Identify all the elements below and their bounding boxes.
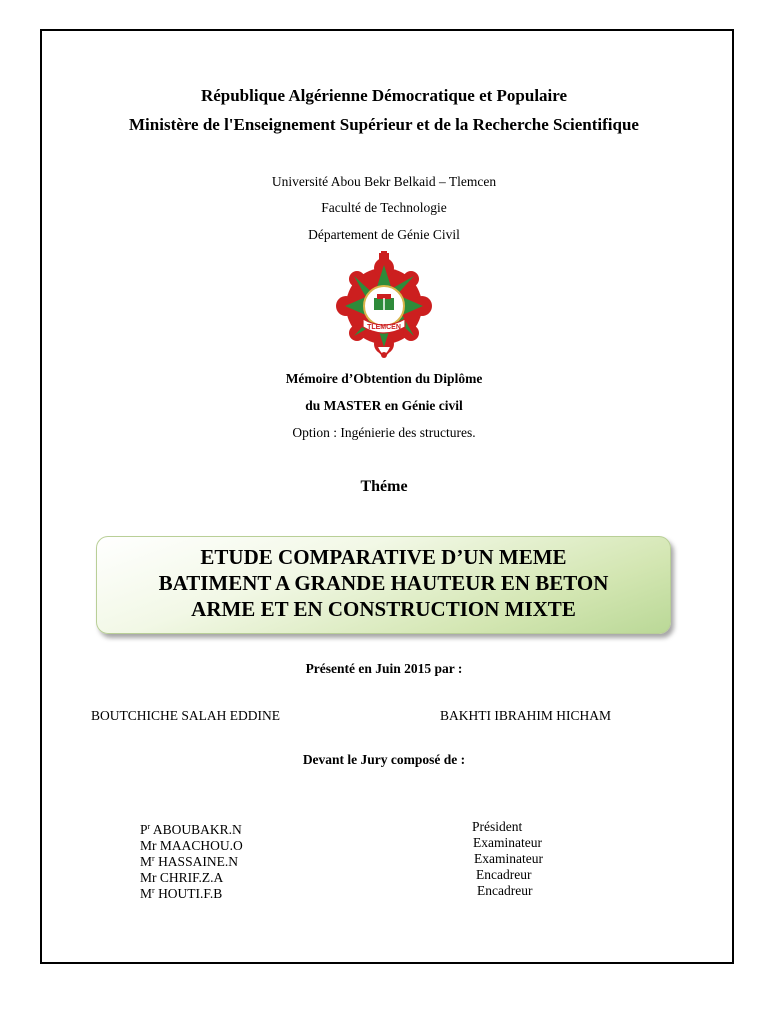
university-emblem-icon xyxy=(327,251,441,363)
thesis-title-line: ETUDE COMPARATIVE D’UN MEME xyxy=(200,545,567,569)
jury-member-name: Mr MAACHOU.O xyxy=(140,838,243,853)
jury-member-name: Mr CHRIF.Z.A xyxy=(140,870,224,885)
jury-member-role: Président xyxy=(472,819,523,834)
theme-label: Théme xyxy=(360,478,408,495)
country-name: République Algérienne Démocratique et Populaire xyxy=(200,86,568,105)
jury-member-name: $M^r$ HOUTI.F.B xyxy=(140,886,223,901)
university-name: Université Abou Bekr Belkaid – Tlemcen xyxy=(271,174,497,189)
emblem-banner-text: TLEMCEN xyxy=(367,324,401,331)
jury-member-name: $M^r$ HASSAINE.N xyxy=(140,854,238,869)
thesis-title-line: BATIMENT A GRANDE HAUTEUR EN BETON xyxy=(158,571,609,595)
department-name: Département de Génie Civil xyxy=(308,227,460,242)
ministry-name: Ministère de l'Enseignement Supérieur et de la Recherche Scientifique xyxy=(129,115,639,134)
jury-member-name: $P^r$ ABOUBAKR.N xyxy=(140,822,242,837)
author-2: BAKHTI IBRAHIM HICHAM xyxy=(440,708,611,723)
jury-heading: Devant le Jury composé de : xyxy=(302,752,466,767)
presented-date: Présenté en Juin 2015 par : xyxy=(305,661,463,676)
thesis-option: Option : Ingénierie des structures. xyxy=(292,425,476,440)
jury-member-role: Examinateur xyxy=(474,851,543,866)
faculty-name: Faculté de Technologie xyxy=(321,200,447,215)
jury-member-role: Examinateur xyxy=(473,835,542,850)
thesis-title xyxy=(96,544,671,622)
thesis-line2: du MASTER en Génie civil xyxy=(305,398,463,413)
thesis-line1: Mémoire d’Obtention du Diplôme xyxy=(285,371,483,386)
jury-member-role: Encadreur xyxy=(476,867,532,882)
author-1: BOUTCHICHE SALAH EDDINE xyxy=(91,708,280,723)
jury-member-role: Encadreur xyxy=(477,883,533,898)
thesis-title-line: ARME ET EN CONSTRUCTION MIXTE xyxy=(191,597,576,621)
